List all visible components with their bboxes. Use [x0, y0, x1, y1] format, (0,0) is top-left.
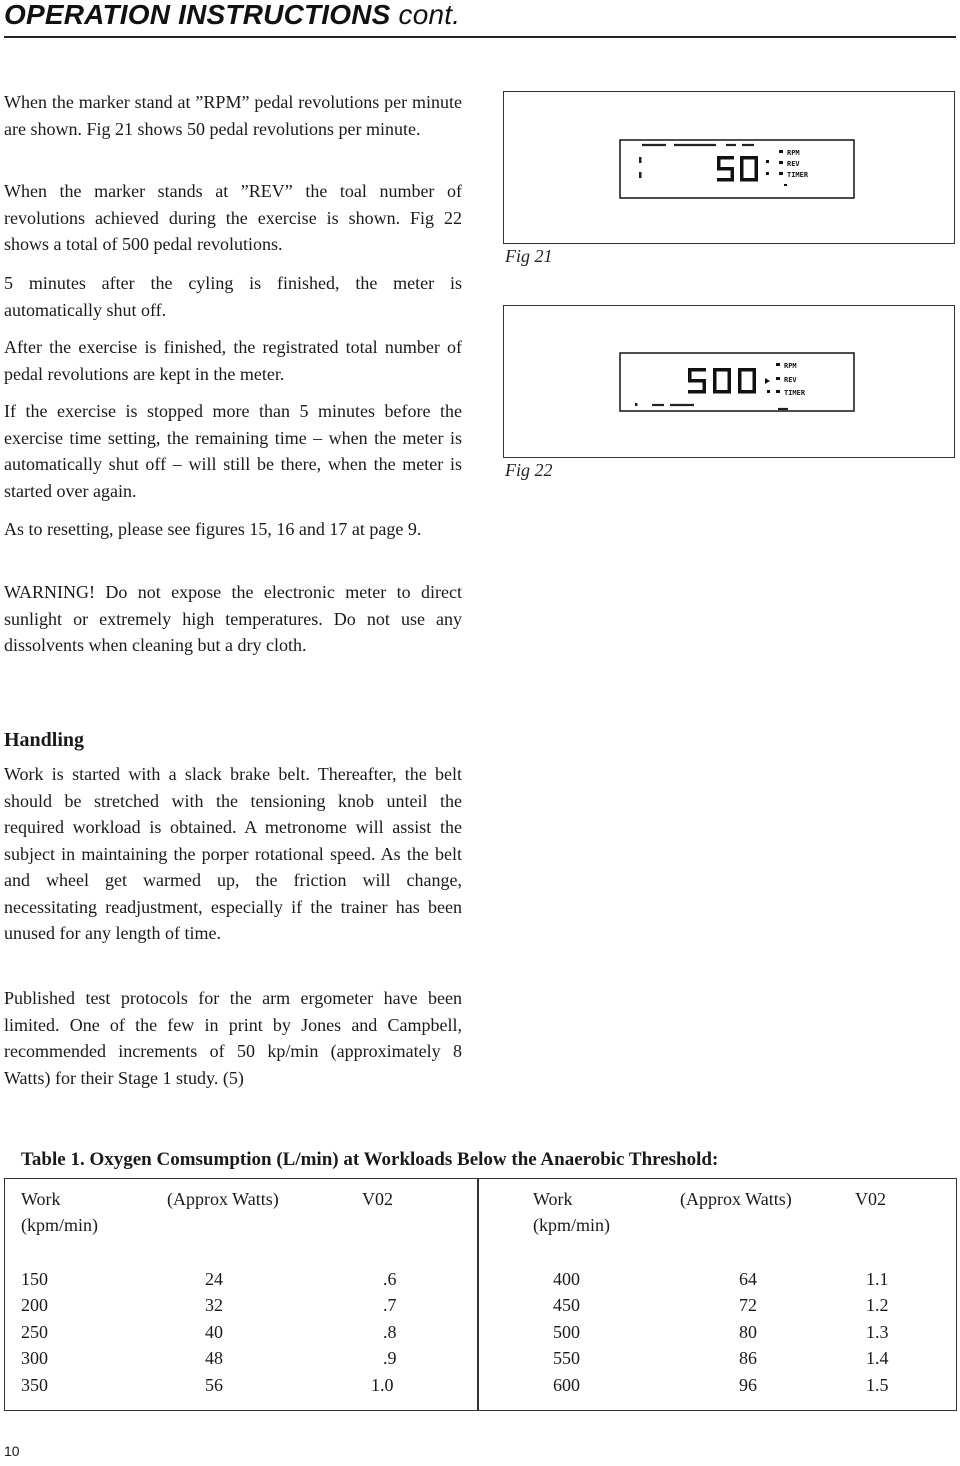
table-cell: 250: [21, 1322, 48, 1342]
digit-5: [717, 156, 734, 182]
table-cell: 1.2: [866, 1295, 889, 1315]
table-cell: .9: [383, 1348, 397, 1368]
table-cell: 96: [739, 1375, 757, 1395]
lcd-display-fig21: [504, 92, 956, 245]
indicator-rpm-fig22: RPM: [784, 362, 797, 370]
table-cell: 86: [739, 1348, 757, 1368]
section-heading-handling: Handling: [4, 729, 85, 751]
paragraph-stopped-early: If the exercise is stopped more than 5 minutes before the exercise time setting, the remaining time – when the meter is automatically shut off – will still be there, when the meter is started over again.: [4, 401, 462, 501]
table-cell: 24: [205, 1269, 223, 1289]
header-work-right: Work: [533, 1189, 573, 1209]
table-cell: 350: [21, 1375, 48, 1395]
table-cell: 400: [553, 1269, 580, 1289]
table-cell: 64: [739, 1269, 757, 1289]
header-vo2-right: V02: [855, 1189, 886, 1209]
figure-21-label: Fig 21: [505, 246, 553, 266]
paragraph-handling-1: Work is started with a slack brake belt. Thereafter, the belt should be stretched with the tensioning knob unteil the required workload is obtained. A metronome will assist the subject in maintaining the porper rotational speed. As the belt and wheel get warmed up, the friction will change, necessitating readjustment, especially if the trainer has been unused for any length of time.: [4, 764, 462, 943]
header-watts-right: (Approx Watts): [680, 1189, 792, 1209]
header-vo2-left: V02: [362, 1189, 393, 1209]
table-cell: 600: [553, 1375, 580, 1395]
paragraph-kept-in-meter: After the exercise is finished, the registrated total number of pedal revolutions are kept in the meter.: [4, 337, 462, 384]
table-cell: 1.5: [866, 1375, 889, 1395]
paragraph-rpm: When the marker stand at ”RPM” pedal revolutions per minute are shown. Fig 21 shows 50 pedal revolutions per minute.: [4, 92, 462, 139]
header-watts-left: (Approx Watts): [167, 1189, 279, 1209]
paragraph-auto-shutoff: 5 minutes after the cyling is finished, the meter is automatically shut off.: [4, 273, 462, 320]
table-cell: 550: [553, 1348, 580, 1368]
indicator-rpm-fig21: RPM: [787, 149, 800, 157]
table-cell: 72: [739, 1295, 757, 1315]
table-cell: 1.4: [866, 1348, 889, 1368]
table-cell: 56: [205, 1375, 223, 1395]
table-cell: 500: [553, 1322, 580, 1342]
page-number: 10: [4, 1443, 20, 1459]
indicator-rev-fig22: REV: [784, 376, 797, 384]
figure-22-frame: [503, 305, 955, 458]
table-cell: 1.3: [866, 1322, 889, 1342]
table-cell: 80: [739, 1322, 757, 1342]
table-cell: 48: [205, 1348, 223, 1368]
figure-21-frame: [503, 91, 955, 244]
header-divider: [4, 36, 956, 38]
header-title-text: OPERATION INSTRUCTIONS: [4, 0, 391, 30]
table-column-divider: [477, 1178, 479, 1411]
table-cell: 150: [21, 1269, 48, 1289]
table-cell: 300: [21, 1348, 48, 1368]
table-cell: .7: [383, 1295, 397, 1315]
page-header: [4, 0, 944, 30]
table-cell: 1.1: [866, 1269, 889, 1289]
indicator-timer-fig21: TIMER: [787, 171, 809, 179]
paragraph-resetting: As to resetting, please see figures 15, 16 and 17 at page 9.: [4, 519, 422, 539]
table-cell: 1.0: [371, 1375, 394, 1395]
table-cell: 450: [553, 1295, 580, 1315]
table-cell: 40: [205, 1322, 223, 1342]
paragraph-warning: WARNING! Do not expose the electronic meter to direct sunlight or extremely high temperatures. Do not use any dissolvents when cleaning but a dry cloth.: [4, 582, 462, 655]
table-cell: .8: [383, 1322, 397, 1342]
lcd-display-fig22: [504, 306, 956, 459]
indicator-timer-fig22: TIMER: [784, 389, 806, 397]
indicator-rev-fig21: REV: [787, 160, 800, 168]
digit-0: [740, 156, 758, 182]
oxygen-table: [4, 1178, 957, 1411]
table-title: Table 1. Oxygen Comsumption (L/min) at Workloads Below the Anaerobic Threshold:: [21, 1149, 719, 1170]
table-cell: 200: [21, 1295, 48, 1315]
header-work-left: Work: [21, 1189, 61, 1209]
table-cell: .6: [383, 1269, 397, 1289]
header-work-unit-right: (kpm/min): [533, 1215, 610, 1235]
header-title-suffix: cont.: [398, 0, 461, 30]
paragraph-rev: When the marker stands at ”REV” the toal number of revolutions achieved during the exercise is shown. Fig 22 shows a total of 500 pedal revolutions.: [4, 181, 462, 254]
header-work-unit-left: (kpm/min): [21, 1215, 98, 1235]
figure-22-label: Fig 22: [505, 460, 553, 480]
paragraph-handling-2: Published test protocols for the arm ergometer have been limited. One of the few in print by Jones and Campbell, recommended increments of 50 kp/min (approximately 8 Watts) for their Stage 1 study. (5): [4, 988, 462, 1088]
table-cell: 32: [205, 1295, 223, 1315]
